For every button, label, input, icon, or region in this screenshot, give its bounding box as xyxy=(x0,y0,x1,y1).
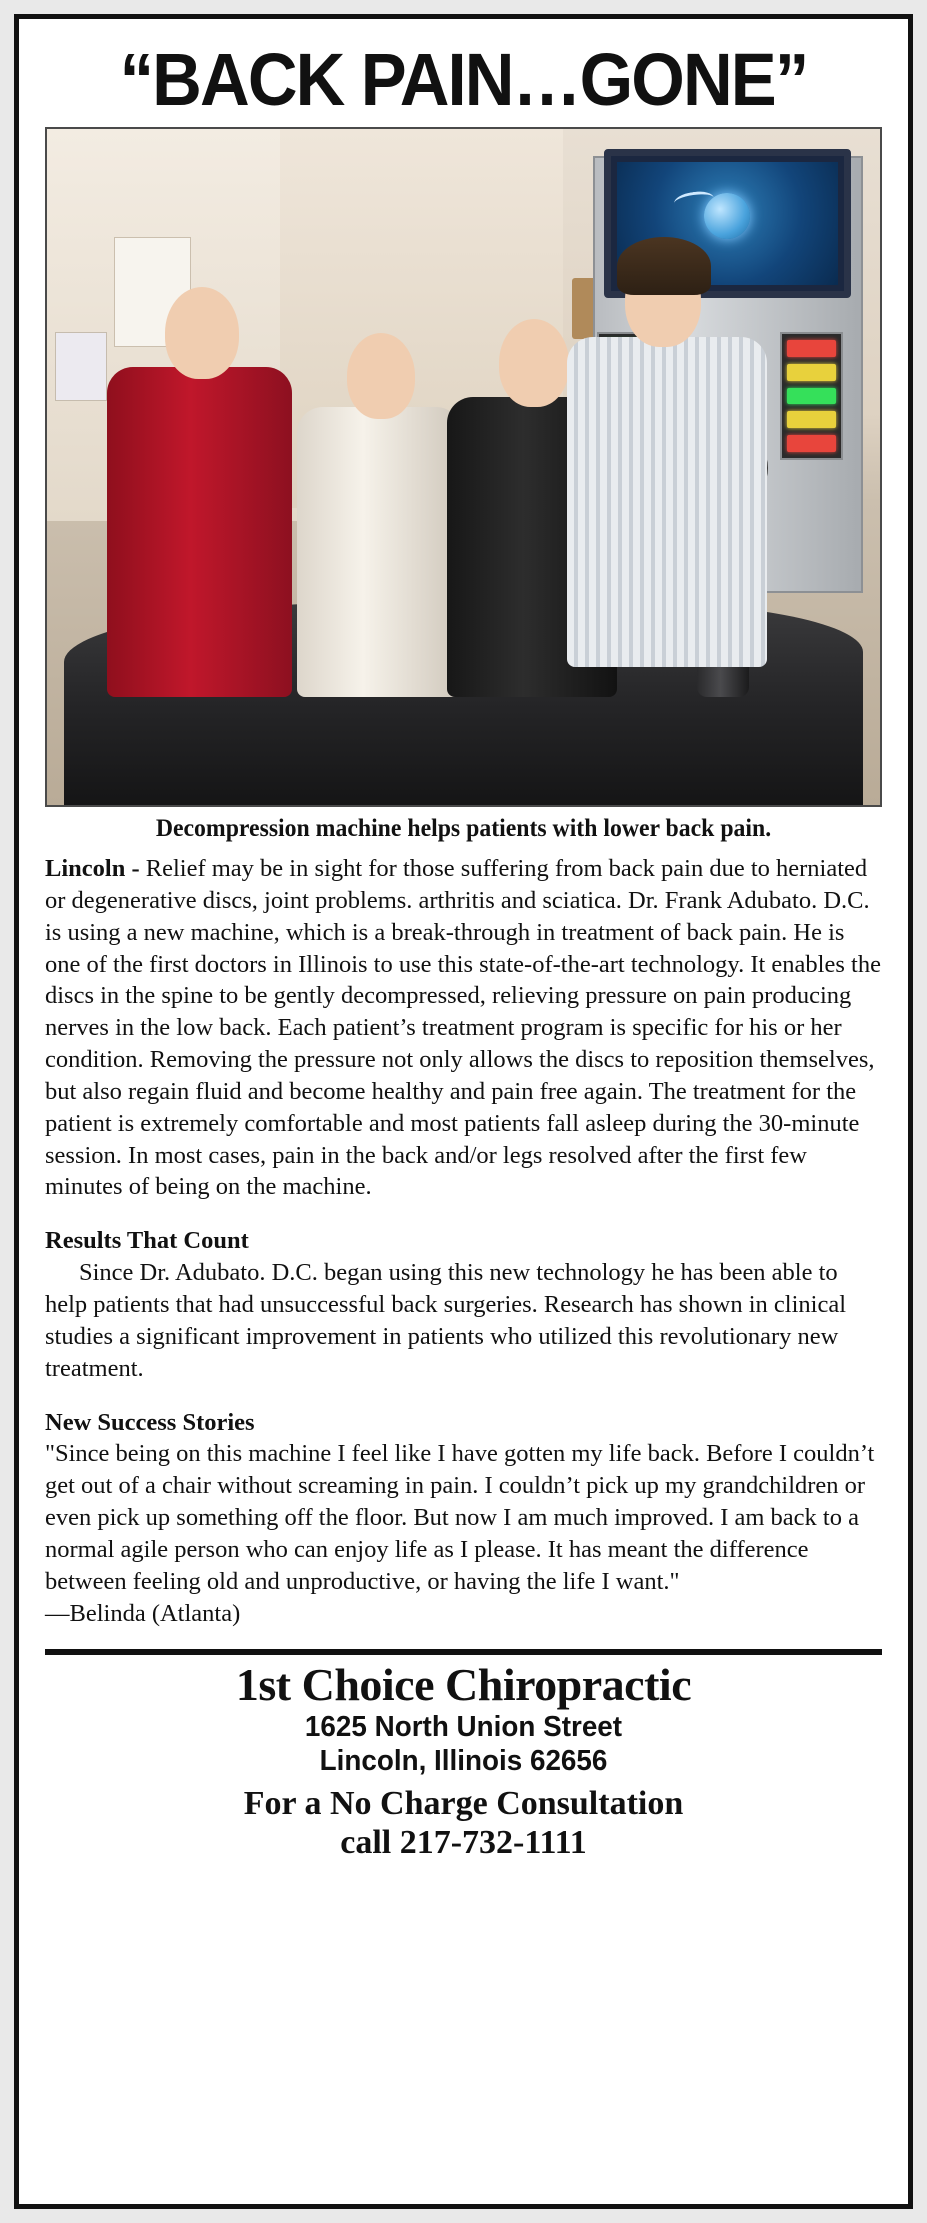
head xyxy=(347,333,415,419)
section-heading-results: Results That Count xyxy=(45,1227,249,1255)
testimonial-attribution: —Belinda (Atlanta) xyxy=(45,1599,241,1627)
dateline: Lincoln - xyxy=(45,855,140,882)
lead-text: Relief may be in sight for those suffering from back pain due to herniated or degenerative discs, joint problems. arthritis and sciatica. Dr. Frank Adubato. D.C. is using a new machine, which is a break-through in treatment of back pain. He is one of the first doctors in Illinois to use this state-of-the-art technology. It enables the discs in the spine to be gently decompressed, relieving pressure on pain producing nerves in the low back. Each patient’s treatment program is specific for his or her condition. Removing the pressure not only allows the discs to reposition themselves, but also regain fluid and become healthy and pain free again. The treatment for the patient is extremely comfortable and most patients fall asleep during the 30-minute session. In most cases, pain in the back and/or legs resolved after the first few minutes of being on the machine. xyxy=(45,855,881,1201)
photo-scene xyxy=(47,129,880,805)
page-title: “BACK PAIN…GONE” xyxy=(119,38,808,121)
led-indicator xyxy=(787,411,835,428)
torso xyxy=(297,407,462,697)
section-body-results: Since Dr. Adubato. D.C. began using this new technology he has been able to help patients that had unsuccessful back surgeries. Research has shown in clinical studies a significant improvement in patients who utilized this revolutionary new treatment. xyxy=(45,1259,847,1382)
wall-poster-small xyxy=(55,332,107,402)
led-indicator xyxy=(787,340,835,357)
article-lead-paragraph xyxy=(45,853,882,1203)
head xyxy=(499,319,569,407)
ad-footer xyxy=(45,1649,882,1862)
led-indicator xyxy=(787,435,835,452)
clinic-name: 1st Choice Chiropractic xyxy=(235,1659,692,1711)
torso xyxy=(107,367,292,697)
photo xyxy=(45,127,882,807)
consultation-offer: For a No Charge Consultation xyxy=(243,1785,684,1823)
section-heading-success: New Success Stories xyxy=(45,1408,255,1436)
led-indicator xyxy=(787,364,835,381)
article-body xyxy=(45,853,882,1629)
hair xyxy=(617,237,711,295)
section-body-success: "Since being on this machine I feel like I have gotten my life back. Before I couldn’t get out of a chair without screaming in pain. I couldn’t pick up my grandchildren or even pick up something off the floor. But now I am much improved. I am back to a normal agile person who can enjoy life as I please. It has meant the difference between feeling old and unproductive, or having the life I want." xyxy=(45,1440,875,1595)
head xyxy=(165,287,239,379)
led-panel-right xyxy=(780,332,842,460)
clinic-phone: call 217-732-1111 xyxy=(340,1824,587,1862)
clinic-address-line2: Lincoln, Illinois 62656 xyxy=(319,1744,608,1777)
photo-caption: Decompression machine helps patients with lower back pain. xyxy=(155,815,772,842)
torso xyxy=(567,337,767,667)
ad-frame xyxy=(14,14,913,2209)
led-indicator xyxy=(787,388,835,405)
clinic-address-line1: 1625 North Union Street xyxy=(304,1710,623,1743)
